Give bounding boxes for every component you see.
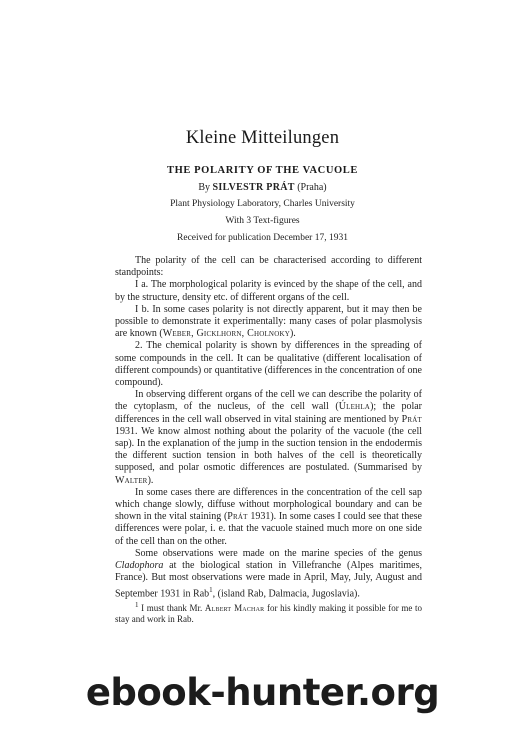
footnote-name: Albert Machar (204, 603, 265, 613)
affiliation: Plant Physiology Laboratory, Charles University (170, 199, 355, 209)
genus-name: Cladophora (115, 560, 164, 572)
figures-note: With 3 Text-figures (225, 216, 300, 226)
section-title: Kleine Mitteilungen (185, 128, 340, 148)
paragraph-1b-end: ). (289, 328, 296, 340)
watermark: ebook-hunter.org (85, 671, 440, 714)
paragraph-1b-text: I b. In some cases polarity is not directly apparent, but it may then be possible to demonstrate it experimentally: many cases of polar plasmolysis are known ( (115, 303, 422, 340)
paragraph-observations-text-b: at the biological station in Villefranche (Alpes maritimes, France). But most observations were made in April, May, July, August and September 1931 in Rab (115, 560, 422, 600)
footnote-text (115, 600, 422, 625)
byline (0, 182, 525, 193)
cited-author-prat: Prát (401, 413, 422, 425)
paragraph-observing-text-b: ); the polar differences in the cell wall observed in vital staining are mentioned by (115, 401, 422, 425)
byline-prefix: By (198, 182, 211, 193)
paragraph-observing-text-d: ). (147, 474, 154, 486)
author-place: (Praha) (297, 182, 327, 193)
footnote-text-a: I must thank Mr. (138, 603, 205, 613)
paragraph-intro: The polarity of the cell can be characterised according to different standpoints: (115, 255, 422, 279)
cited-author-walter: Walter (115, 474, 148, 486)
paragraph-differences (115, 487, 422, 548)
paragraph-differences-text-b: 1931). In some cases I could see that these differences were polar, i. e. that the vacuole stained much more on one side of the cell than on the other. (115, 511, 422, 547)
footnote-mark: 1 (135, 601, 139, 609)
footnote-reference: 1 (209, 586, 213, 595)
paragraph-observations-text-c: , (island Rab, Dalmacia, Jugoslavia). (212, 588, 360, 600)
article-title: THE POLARITY OF THE VACUOLE (166, 165, 359, 176)
footnote (115, 600, 422, 625)
article-body (115, 255, 422, 601)
cited-author-ulehla: Úlehla (338, 401, 371, 413)
paragraph-differences-text-a: In some cases there are differences in the concentration of the cell sap which change slowly, diffuse without morphological boundary and can be shown in the vital staining ( (115, 486, 422, 523)
cited-author-prat-2: Prát (227, 511, 248, 523)
received-date: Received for publication December 17, 1931 (177, 233, 348, 243)
paragraph-observing (115, 389, 422, 487)
paragraph-observing-text-c: 1931. We know almost nothing about the polarity of the vacuole (the cell sap). In the explanation of the jump in the suction tension in the endodermis the different suction tension in both halves of the cell is theoretically supposed, and polar osmotic differences are postulated. (Summarised by (115, 425, 422, 474)
footnote-text-b: for his kindly making it possible for me to stay and work in Rab. (115, 603, 422, 624)
paragraph-2: 2. The chemical polarity is shown by differences in the spreading of some compounds in the cell. It can be qualitative (different localisation of different compounds) or quantitative (differences in the concentration of one compound). (115, 340, 422, 389)
paragraph-observations (115, 548, 422, 601)
cited-authors: Weber, Gicklhorn, Cholnoky (162, 328, 290, 340)
author-name: SILVESTR PRÁT (212, 182, 295, 193)
paragraph-observing-text-a: In observing different organs of the cell we can describe the polarity of the cytoplasm, of the nucleus, of the cell wall ( (115, 389, 422, 413)
paragraph-1a: I a. The morphological polarity is evinced by the shape of the cell, and by the structure, density etc. of different organs of the cell. (115, 279, 422, 303)
paragraph-1b (115, 304, 422, 341)
paragraph-observations-text-a: Some observations were made on the marine species of the genus (135, 547, 422, 559)
